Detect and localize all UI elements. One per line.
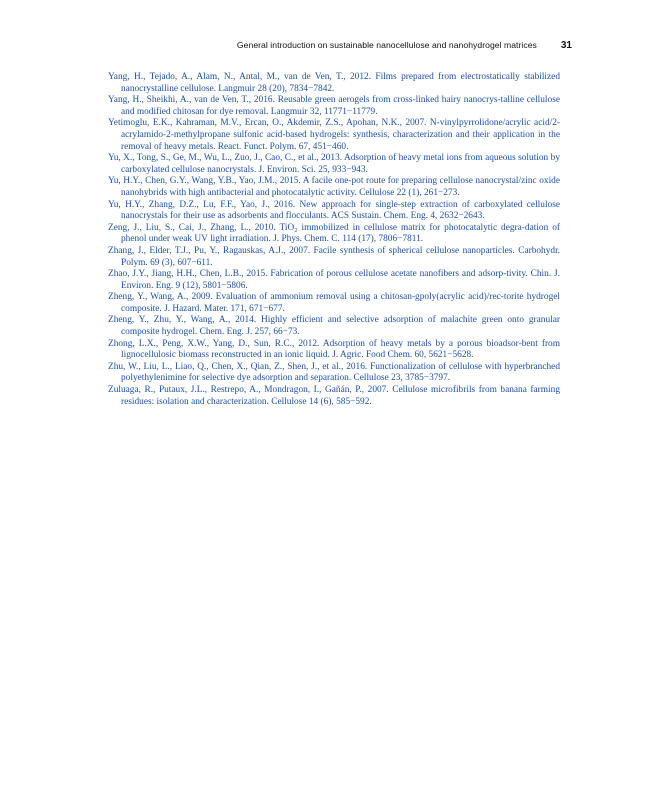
reference-item: Yang, H., Tejado, A., Alam, N., Antal, M., van de Ven, T., 2012. Films prepared from electrostatically stabilized nanocrystalline cellulose. Langmuir 28 (20), 7834−7842.	[108, 72, 560, 94]
reference-item: Yu, H.Y., Chen, G.Y., Wang, Y.B., Yao, J.M., 2015. A facile one-pot route for preparing cellulose nanocrystal/zinc oxide nanohybrids with high antibacterial and photocatalytic activity. Cellulose 22 (1), 261−273.	[108, 176, 560, 198]
reference-item: Zhao, J.Y., Jiang, H.H., Chen, L.B., 2015. Fabrication of porous cellulose acetate nanofibers and adsorp-tivity. Chin. J. Environ. Eng. 9 (12), 5801−5806.	[108, 269, 560, 291]
reference-item: Zheng, Y., Wang, A., 2009. Evaluation of ammonium removal using a chitosan-gpoly(acrylic acid)/rec-torite hydrogel composite. J. Hazard. Mater. 171, 671−677.	[108, 292, 560, 314]
reference-item: Yetimoglu, E.K., Kahraman, M.V., Ercan, O., Akdemir, Z.S., Apohan, N.K., 2007. N-vinylpyrrolidone/acrylic acid/2-acrylamido-2-methylpropane sulfonic acid-based hydrogels: synthesis, characterization and their application in the removal of heavy metals. React. Funct. Polym. 67, 451−460.	[108, 118, 560, 152]
page-number: 31	[560, 40, 572, 51]
reference-item: Zhu, W., Liu, L., Liao, Q., Chen, X., Qian, Z., Shen, J., et al., 2016. Functionalization of cellulose with hyperbranched polyethylenimine for selective dye adsorption and separation. Cellulose 23, 3785−3797.	[108, 361, 560, 384]
reference-item: Zuluaga, R., Putaux, J.L., Restrepo, A., Mondragon, I., Gañán, P., 2007. Cellulose microfibrils from banana farming residues: isolation and characterization. Cellulose 14 (6), 585−592.	[108, 385, 560, 407]
running-title: General introduction on sustainable nanocellulose and nanohydrogel matrices	[236, 40, 537, 50]
reference-item: Yang, H., Sheikhi, A., van de Ven, T., 2016. Reusable green aerogels from cross-linked hairy nanocrys-talline cellulose and modified chitosan for dye removal. Langmuir 32, 11771−11779.	[108, 95, 560, 117]
reference-item: Zhong, L.X., Peng, X.W., Yang, D., Sun, R.C., 2012. Adsorption of heavy metals by a porous bioadsor-bent from lignocellulosic biomass reconstructed in an ionic liquid. J. Agric. Food Chem. 60, 5621−5628.	[108, 338, 560, 361]
reference-list	[108, 72, 560, 408]
reference-item: Yu, H.Y., Zhang, D.Z., Lu, F.F., Yao, J., 2016. New approach for single-step extraction of carboxylated cellulose nanocrystals for their use as adsorbents and flocculants. ACS Sustain. Chem. Eng. 4, 2632−2643.	[108, 199, 560, 222]
reference-item: Zhang, J., Elder, T.J., Pu, Y., Ragauskas, A.J., 2007. Facile synthesis of spherical cellulose nanoparticles. Carbohydr. Polym. 69 (3), 607−611.	[108, 245, 560, 268]
reference-item: Zheng, Y., Zhu, Y., Wang, A., 2014. Highly efficient and selective adsorption of malachite green onto granular composite hydrogel. Chem. Eng. J. 257, 66−73.	[108, 315, 560, 338]
running-header	[108, 40, 570, 51]
reference-item: Zeng, J., Liu, S., Cai, J., Zhang, L., 2010. TiO₂ immobilized in cellulose matrix for photocatalytic degra-dation of phenol under weak UV light irradiation. J. Phys. Chem. C. 114 (17), 7806−7811.	[108, 222, 560, 245]
reference-item: Yu, X., Tong, S., Ge, M., Wu, L., Zuo, J., Cao, C., et al., 2013. Adsorption of heavy metal ions from aqueous solution by carboxylated cellulose nanocrystals. J. Environ. Sci. 25, 933−943.	[108, 153, 560, 175]
